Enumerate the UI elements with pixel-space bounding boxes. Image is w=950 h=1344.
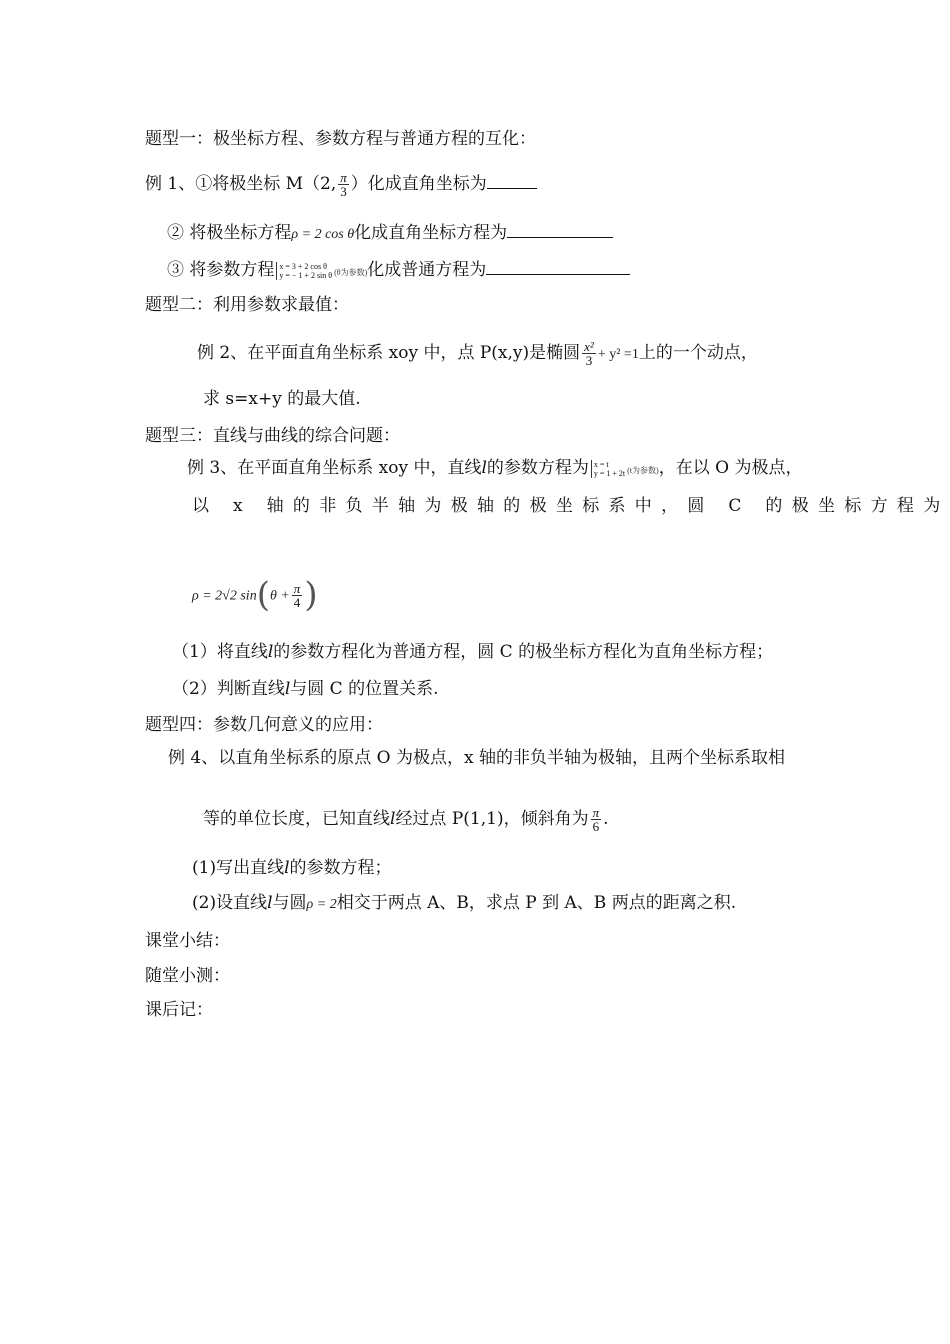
q1-suffix: 的参数方程化为普通方程，圆 C 的极坐标方程化为直角坐标方程；	[273, 642, 774, 662]
line-l: l	[267, 893, 273, 913]
parameter-note-1: (θ为参数)	[334, 268, 368, 277]
ex4-q2-suffix: 相交于两点 A、B，求点 P 到 A、B 两点的距离之积.	[336, 893, 737, 913]
example-3-prefix: 例 3、在平面直角坐标系 xoy 中，直线	[187, 458, 482, 478]
formula-theta: θ +	[269, 588, 290, 604]
example-4-line-1: 例 4、以直角坐标系的原点 O 为极点，x 轴的非负半轴为极轴，且两个坐标系取相	[168, 748, 785, 768]
example-2-line-2: 求 s=x+y 的最大值.	[203, 389, 361, 409]
parametric-system-1: x = 3 + 2 cos θ y = − 1 + 2 sin θ	[276, 262, 332, 280]
answer-blank-1[interactable]	[487, 170, 537, 189]
parametric-system-2: x = t y = 1 + 2t	[591, 460, 625, 478]
line-l: l	[390, 809, 396, 829]
heading-type-3: 题型三：直线与曲线的综合问题：	[145, 426, 400, 446]
heading-type-1: 题型一：极坐标方程、参数方程与普通方程的互化：	[145, 129, 536, 149]
fraction-pi-over-3: $\frac{\pi}{3}$	[340, 170, 347, 199]
example-1-part-2-suffix: 化成直角坐标方程为	[354, 223, 508, 243]
example-3-question-1	[172, 640, 773, 664]
right-paren: )	[304, 575, 318, 615]
example-4-line-2	[203, 806, 609, 833]
formula-prefix: ρ = 2√2 sin	[192, 588, 257, 604]
example-2-suffix: 上的一个动点，	[638, 343, 758, 363]
line-l: l	[284, 858, 290, 878]
example-1-part-3	[167, 256, 630, 285]
polar-equation: ρ = 2 cos θ	[291, 227, 355, 242]
left-paren: (	[256, 575, 270, 615]
q1-prefix: （1）将直线	[172, 642, 268, 662]
example-1-part-2	[167, 219, 613, 247]
example-3-question-2	[172, 677, 438, 701]
circle-polar-formula	[192, 575, 318, 615]
answer-blank-2[interactable]	[507, 219, 613, 238]
parameter-note-2: (t为参数)	[627, 466, 659, 475]
example-1-part-1	[145, 170, 537, 198]
class-summary-label: 课堂小结：	[145, 931, 230, 951]
line-l: l	[481, 458, 487, 478]
line-l: l	[267, 642, 274, 662]
example-3-mid: 的参数方程为	[486, 458, 589, 478]
example-1-part-2-prefix: ② 将极坐标方程	[167, 223, 292, 243]
ex4-q2-prefix: (2)设直线	[192, 893, 268, 913]
fraction-pi-over-4: $\frac{\pi}{4}$	[293, 580, 301, 610]
example-2-line-1	[197, 340, 758, 367]
heading-type-2: 题型二：利用参数求最值：	[145, 295, 349, 315]
example-1-part-1-suffix: ）化成直角坐标为	[350, 174, 487, 194]
ex4-q1-prefix: (1)写出直线	[192, 858, 285, 878]
ex4-line2-prefix: 等的单位长度，已知直线	[203, 809, 390, 829]
ex4-q2-mid: 与圆	[272, 893, 307, 913]
ex4-line2-mid: 经过点 P(1,1)，倾斜角为	[395, 809, 589, 829]
example-4-question-1	[192, 856, 392, 880]
answer-blank-3[interactable]	[486, 256, 630, 275]
ellipse-equation-rest: + y² =1	[597, 347, 639, 362]
q2-suffix: 与圆 C 的位置关系.	[290, 679, 439, 699]
in-class-quiz-label: 随堂小测：	[145, 966, 230, 986]
ex4-q1-suffix: 的参数方程；	[289, 858, 392, 878]
circle-equation: ρ = 2	[306, 897, 337, 912]
fraction-x2-over-3: $\frac{\text{x²}}{3}$	[584, 339, 594, 368]
example-1-part-1-prefix: 例 1、①将极坐标 M（2,	[145, 174, 337, 194]
line-l: l	[284, 679, 291, 699]
example-1-part-3-prefix: ③ 将参数方程	[167, 260, 275, 280]
example-2-prefix: 例 2、在平面直角坐标系 xoy 中，点 P(x,y)是椭圆	[197, 343, 581, 363]
example-4-question-2	[192, 891, 736, 917]
ex4-line2-suffix: .	[603, 809, 609, 829]
example-3-suffix: ，在以 O 为极点，	[658, 458, 803, 478]
heading-type-4: 题型四：参数几何意义的应用：	[145, 715, 383, 735]
q2-prefix: （2）判断直线	[172, 679, 285, 699]
fraction-pi-over-6: $\frac{\pi}{6}$	[592, 805, 600, 834]
example-3-line-1	[187, 456, 802, 483]
after-class-notes-label: 课后记：	[145, 1000, 213, 1020]
example-3-line-2: 以 x 轴的非负半轴为极轴的极坐标系中，圆 C 的极坐标方程为	[192, 496, 950, 516]
example-1-part-3-suffix: 化成普通方程为	[367, 260, 487, 280]
